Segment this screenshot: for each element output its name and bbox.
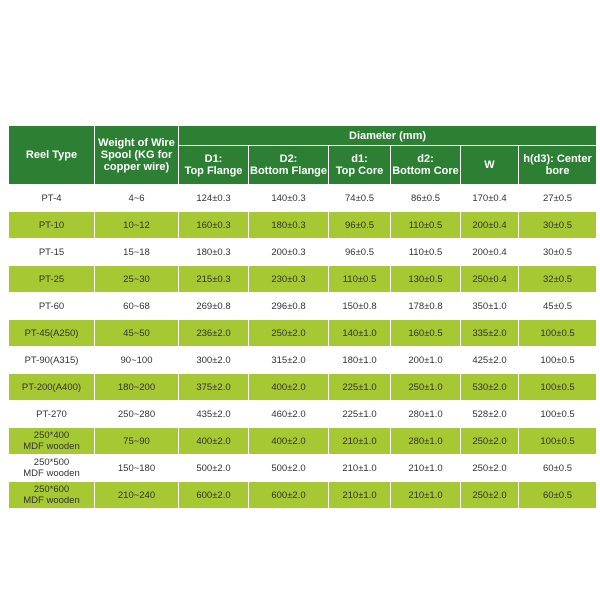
- cell-w: 350±1.0: [461, 293, 519, 320]
- reel-spec-table: [8, 125, 597, 509]
- cell-w: 200±0.4: [461, 212, 519, 239]
- cell-w: 250±0.4: [461, 266, 519, 293]
- cell-d2-bottom-flange: 600±2.0: [249, 482, 329, 509]
- cell-d1-top-core: 96±0.5: [329, 212, 391, 239]
- table-row: [9, 293, 597, 320]
- cell-d1-top-core: 225±1.0: [329, 401, 391, 428]
- cell-weight: 45~50: [95, 320, 179, 347]
- cell-reel-type: PT-10: [9, 212, 95, 239]
- table-row: [9, 212, 597, 239]
- cell-d2-bottom-core: 280±1.0: [391, 401, 461, 428]
- cell-d2-bottom-flange: 140±0.3: [249, 185, 329, 212]
- cell-d1-top-core: 96±0.5: [329, 239, 391, 266]
- cell-d1-top-core: 140±1.0: [329, 320, 391, 347]
- table-row: [9, 185, 597, 212]
- header-diameter: Diameter (mm): [179, 126, 597, 146]
- table-row: [9, 482, 597, 509]
- cell-center-bore: 30±0.5: [519, 239, 597, 266]
- cell-weight: 4~6: [95, 185, 179, 212]
- cell-w: 170±0.4: [461, 185, 519, 212]
- header-row-top: [9, 126, 597, 146]
- cell-w: 250±2.0: [461, 482, 519, 509]
- header-d2-bottom-core: d2: Bottom Core: [391, 146, 461, 185]
- cell-d2-bottom-core: 110±0.5: [391, 239, 461, 266]
- cell-d2-bottom-core: 280±1.0: [391, 428, 461, 455]
- table-body: [9, 185, 597, 509]
- cell-d2-bottom-flange: 296±0.8: [249, 293, 329, 320]
- cell-d1-top-core: 210±1.0: [329, 482, 391, 509]
- cell-d1-top-core: 180±1.0: [329, 347, 391, 374]
- cell-weight: 15~18: [95, 239, 179, 266]
- cell-d2-bottom-flange: 315±2.0: [249, 347, 329, 374]
- cell-center-bore: 30±0.5: [519, 212, 597, 239]
- cell-d1-top-core: 74±0.5: [329, 185, 391, 212]
- cell-weight: 60~68: [95, 293, 179, 320]
- cell-weight: 210~240: [95, 482, 179, 509]
- cell-weight: 10~12: [95, 212, 179, 239]
- cell-reel-type: 250*500 MDF wooden: [9, 455, 95, 482]
- cell-d1-top-flange: 600±2.0: [179, 482, 249, 509]
- cell-d1-top-flange: 400±2.0: [179, 428, 249, 455]
- cell-reel-type: PT-15: [9, 239, 95, 266]
- cell-center-bore: 100±0.5: [519, 401, 597, 428]
- cell-reel-type: PT-90(A315): [9, 347, 95, 374]
- header-w: W: [461, 146, 519, 185]
- cell-d1-top-core: 225±1.0: [329, 374, 391, 401]
- cell-reel-type: PT-4: [9, 185, 95, 212]
- cell-d2-bottom-flange: 400±2.0: [249, 374, 329, 401]
- cell-d2-bottom-core: 210±1.0: [391, 455, 461, 482]
- cell-weight: 75~90: [95, 428, 179, 455]
- cell-w: 335±2.0: [461, 320, 519, 347]
- table-row: [9, 401, 597, 428]
- header-reel-type: Reel Type: [9, 126, 95, 185]
- table-row: [9, 239, 597, 266]
- cell-d2-bottom-core: 130±0.5: [391, 266, 461, 293]
- cell-d2-bottom-core: 210±1.0: [391, 482, 461, 509]
- cell-center-bore: 100±0.5: [519, 428, 597, 455]
- cell-reel-type: PT-25: [9, 266, 95, 293]
- cell-d1-top-flange: 435±2.0: [179, 401, 249, 428]
- cell-d1-top-core: 210±1.0: [329, 428, 391, 455]
- cell-center-bore: 100±0.5: [519, 374, 597, 401]
- cell-reel-type: 250*400 MDF wooden: [9, 428, 95, 455]
- cell-d1-top-flange: 236±2.0: [179, 320, 249, 347]
- cell-d2-bottom-core: 178±0.8: [391, 293, 461, 320]
- table-row: [9, 374, 597, 401]
- cell-w: 250±2.0: [461, 428, 519, 455]
- header-center-bore: h(d3): Center bore: [519, 146, 597, 185]
- cell-d2-bottom-flange: 400±2.0: [249, 428, 329, 455]
- cell-w: 528±2.0: [461, 401, 519, 428]
- cell-center-bore: 32±0.5: [519, 266, 597, 293]
- cell-center-bore: 100±0.5: [519, 320, 597, 347]
- cell-d2-bottom-core: 86±0.5: [391, 185, 461, 212]
- cell-reel-type: PT-200(A400): [9, 374, 95, 401]
- cell-w: 425±2.0: [461, 347, 519, 374]
- cell-d1-top-flange: 160±0.3: [179, 212, 249, 239]
- cell-d1-top-core: 150±0.8: [329, 293, 391, 320]
- cell-d2-bottom-flange: 180±0.3: [249, 212, 329, 239]
- cell-d2-bottom-flange: 500±2.0: [249, 455, 329, 482]
- cell-w: 250±2.0: [461, 455, 519, 482]
- cell-reel-type: PT-60: [9, 293, 95, 320]
- cell-center-bore: 100±0.5: [519, 347, 597, 374]
- cell-center-bore: 45±0.5: [519, 293, 597, 320]
- cell-d1-top-flange: 375±2.0: [179, 374, 249, 401]
- cell-d1-top-flange: 124±0.3: [179, 185, 249, 212]
- table-row: [9, 455, 597, 482]
- cell-d2-bottom-flange: 460±2.0: [249, 401, 329, 428]
- cell-weight: 150~180: [95, 455, 179, 482]
- cell-d2-bottom-core: 160±0.5: [391, 320, 461, 347]
- cell-center-bore: 27±0.5: [519, 185, 597, 212]
- header-d1-top-flange: D1: Top Flange: [179, 146, 249, 185]
- table-row: [9, 428, 597, 455]
- cell-d1-top-flange: 500±2.0: [179, 455, 249, 482]
- cell-d2-bottom-flange: 250±2.0: [249, 320, 329, 347]
- cell-reel-type: PT-270: [9, 401, 95, 428]
- cell-weight: 180~200: [95, 374, 179, 401]
- cell-d1-top-flange: 180±0.3: [179, 239, 249, 266]
- cell-reel-type: 250*600 MDF wooden: [9, 482, 95, 509]
- cell-d1-top-flange: 215±0.3: [179, 266, 249, 293]
- table-row: [9, 320, 597, 347]
- cell-d1-top-flange: 300±2.0: [179, 347, 249, 374]
- cell-d1-top-core: 110±0.5: [329, 266, 391, 293]
- cell-d2-bottom-flange: 200±0.3: [249, 239, 329, 266]
- cell-w: 200±0.4: [461, 239, 519, 266]
- header-weight: Weight of Wire Spool (KG for copper wire): [95, 126, 179, 185]
- cell-weight: 250~280: [95, 401, 179, 428]
- header-d1-top-core: d1: Top Core: [329, 146, 391, 185]
- cell-weight: 25~30: [95, 266, 179, 293]
- cell-d1-top-flange: 269±0.8: [179, 293, 249, 320]
- cell-center-bore: 60±0.5: [519, 482, 597, 509]
- table-row: [9, 347, 597, 374]
- table-row: [9, 266, 597, 293]
- cell-weight: 90~100: [95, 347, 179, 374]
- cell-d2-bottom-core: 200±1.0: [391, 347, 461, 374]
- header-d2-bottom-flange: D2: Bottom Flange: [249, 146, 329, 185]
- cell-center-bore: 60±0.5: [519, 455, 597, 482]
- cell-d2-bottom-flange: 230±0.3: [249, 266, 329, 293]
- cell-reel-type: PT-45(A250): [9, 320, 95, 347]
- cell-d1-top-core: 210±1.0: [329, 455, 391, 482]
- cell-d2-bottom-core: 110±0.5: [391, 212, 461, 239]
- cell-w: 530±2.0: [461, 374, 519, 401]
- cell-d2-bottom-core: 250±1.0: [391, 374, 461, 401]
